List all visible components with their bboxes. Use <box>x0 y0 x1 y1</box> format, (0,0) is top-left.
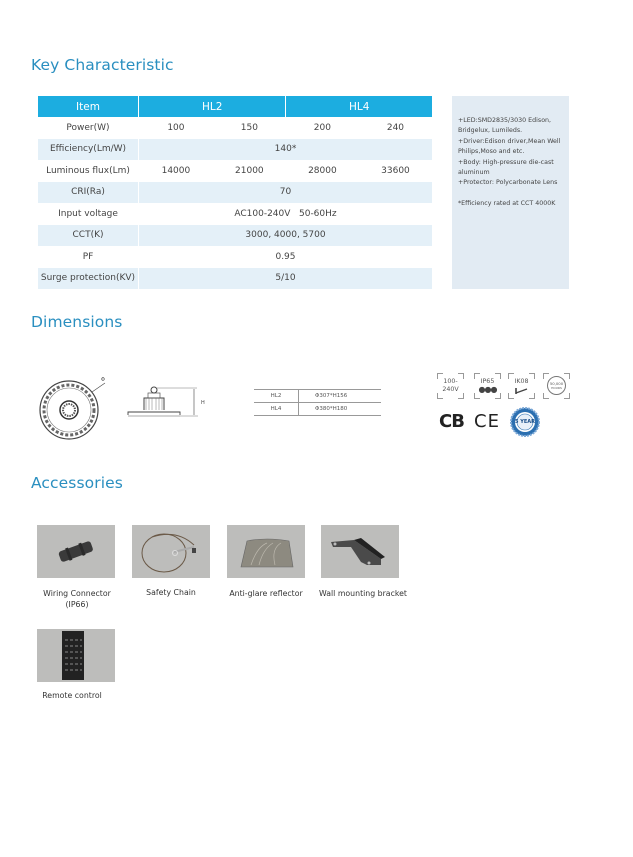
cell-value: 33600 <box>381 165 410 176</box>
size-cell: Φ307*H156 <box>299 390 382 403</box>
wall-mounting-bracket-image <box>321 525 399 578</box>
accessory-label: Remote control <box>42 691 102 700</box>
accessory-label: Anti-glare reflector <box>229 589 303 598</box>
cell-value: 0.95 <box>275 251 296 262</box>
table-row <box>38 268 432 290</box>
model-cell: HL2 <box>254 390 299 403</box>
hours-icon <box>547 376 566 395</box>
badge-text: 100- <box>443 378 458 385</box>
warranty-seal-icon <box>510 407 540 437</box>
header-hl2: HL2 <box>139 96 286 117</box>
cell-value: 70 <box>139 182 433 204</box>
note-line: +Driver:Edison driver,Mean Well <box>458 137 561 145</box>
row-label: PF <box>38 246 139 268</box>
voltage-badge <box>437 373 464 399</box>
cell-value: 28000 <box>308 165 337 176</box>
section-title-key-characteristic: Key Characteristic <box>31 56 174 74</box>
table-row <box>38 160 432 182</box>
features-note <box>452 96 569 289</box>
badge-text: 240V <box>442 386 459 393</box>
cb-certification-icon: CB <box>439 411 464 432</box>
row-label: Efficiency(Lm/W) <box>38 139 139 161</box>
badge-text: IK08 <box>514 378 529 385</box>
model-cell: HL4 <box>254 403 299 416</box>
header-hl4: HL4 <box>286 96 432 117</box>
table-row <box>38 246 432 268</box>
warranty-text: 5 YEAR <box>515 419 535 425</box>
height-label: H <box>201 400 205 406</box>
cell-value: 3000, 4000, 5700 <box>139 225 433 247</box>
spec-table-header <box>38 96 432 117</box>
cell-value: 140* <box>139 139 433 161</box>
row-label: CRI(Ra) <box>38 182 139 204</box>
accessory-label: Safety Chain <box>146 588 196 597</box>
row-label: CCT(K) <box>38 225 139 247</box>
size-cell: Φ380*H180 <box>299 403 382 416</box>
row-label: Surge protection(KV) <box>38 268 139 290</box>
cell-value: 150 <box>240 122 258 133</box>
row-label: Luminous flux(Lm) <box>38 160 139 182</box>
note-line: +Body: High-pressure die-cast <box>458 158 554 166</box>
lifetime-badge <box>543 373 570 399</box>
badge-text: 50,000 <box>549 381 564 386</box>
cell-value: 14000 <box>161 165 191 176</box>
badge-text: IP65 <box>480 378 495 385</box>
cell-value: 21000 <box>235 165 264 176</box>
table-row <box>254 403 381 416</box>
note-line: Philips,Moso and etc. <box>458 148 525 156</box>
note-line: +Protector: Polycarbonate Lens <box>458 179 558 187</box>
top-view-drawing-icon <box>38 375 108 445</box>
table-row <box>38 225 432 247</box>
section-title-dimensions: Dimensions <box>31 313 123 331</box>
accessory-label: Wall mounting bracket <box>319 589 407 598</box>
cell-value: 200 <box>313 122 331 133</box>
wiring-connector-image <box>37 525 115 578</box>
table-row <box>254 390 381 403</box>
table-row <box>38 182 432 204</box>
note-line: aluminum <box>458 169 490 177</box>
remote-control-image <box>37 629 115 682</box>
spec-table <box>38 96 432 289</box>
dimension-table <box>254 389 381 416</box>
safety-chain-image <box>132 525 210 578</box>
cell-value: AC100-240V 50-60Hz <box>234 208 337 219</box>
ip65-badge <box>474 373 501 399</box>
accessory-label <box>37 588 117 610</box>
ik08-badge <box>508 373 535 399</box>
cell-value: 100 <box>167 122 185 133</box>
header-item: Item <box>38 96 139 117</box>
efficiency-footnote: *Efficiency rated at CCT 4000K <box>458 199 556 207</box>
note-line: Bridgelux, Lumileds. <box>458 127 523 135</box>
anti-glare-reflector-image <box>227 525 305 578</box>
water-drops-icon: ●●● <box>478 385 497 394</box>
table-row <box>38 117 432 139</box>
cell-value: 5/10 <box>139 268 433 290</box>
note-line: +LED:SMD2835/3030 Edison, <box>458 117 552 124</box>
accessory-name: Wiring Connector <box>43 589 111 598</box>
ce-certification-icon: CE <box>474 411 500 432</box>
table-row <box>38 139 432 161</box>
row-label: Power(W) <box>38 117 139 139</box>
hammer-icon <box>513 386 531 394</box>
accessory-name-detail: (IP66) <box>65 600 89 609</box>
section-title-accessories: Accessories <box>31 474 123 492</box>
side-view-drawing-icon <box>122 383 210 435</box>
table-row <box>38 203 432 225</box>
badge-text: HOURS <box>551 386 562 390</box>
diameter-label: Φ <box>101 377 105 383</box>
cell-value: 240 <box>386 122 405 133</box>
row-label: Input voltage <box>38 203 139 225</box>
